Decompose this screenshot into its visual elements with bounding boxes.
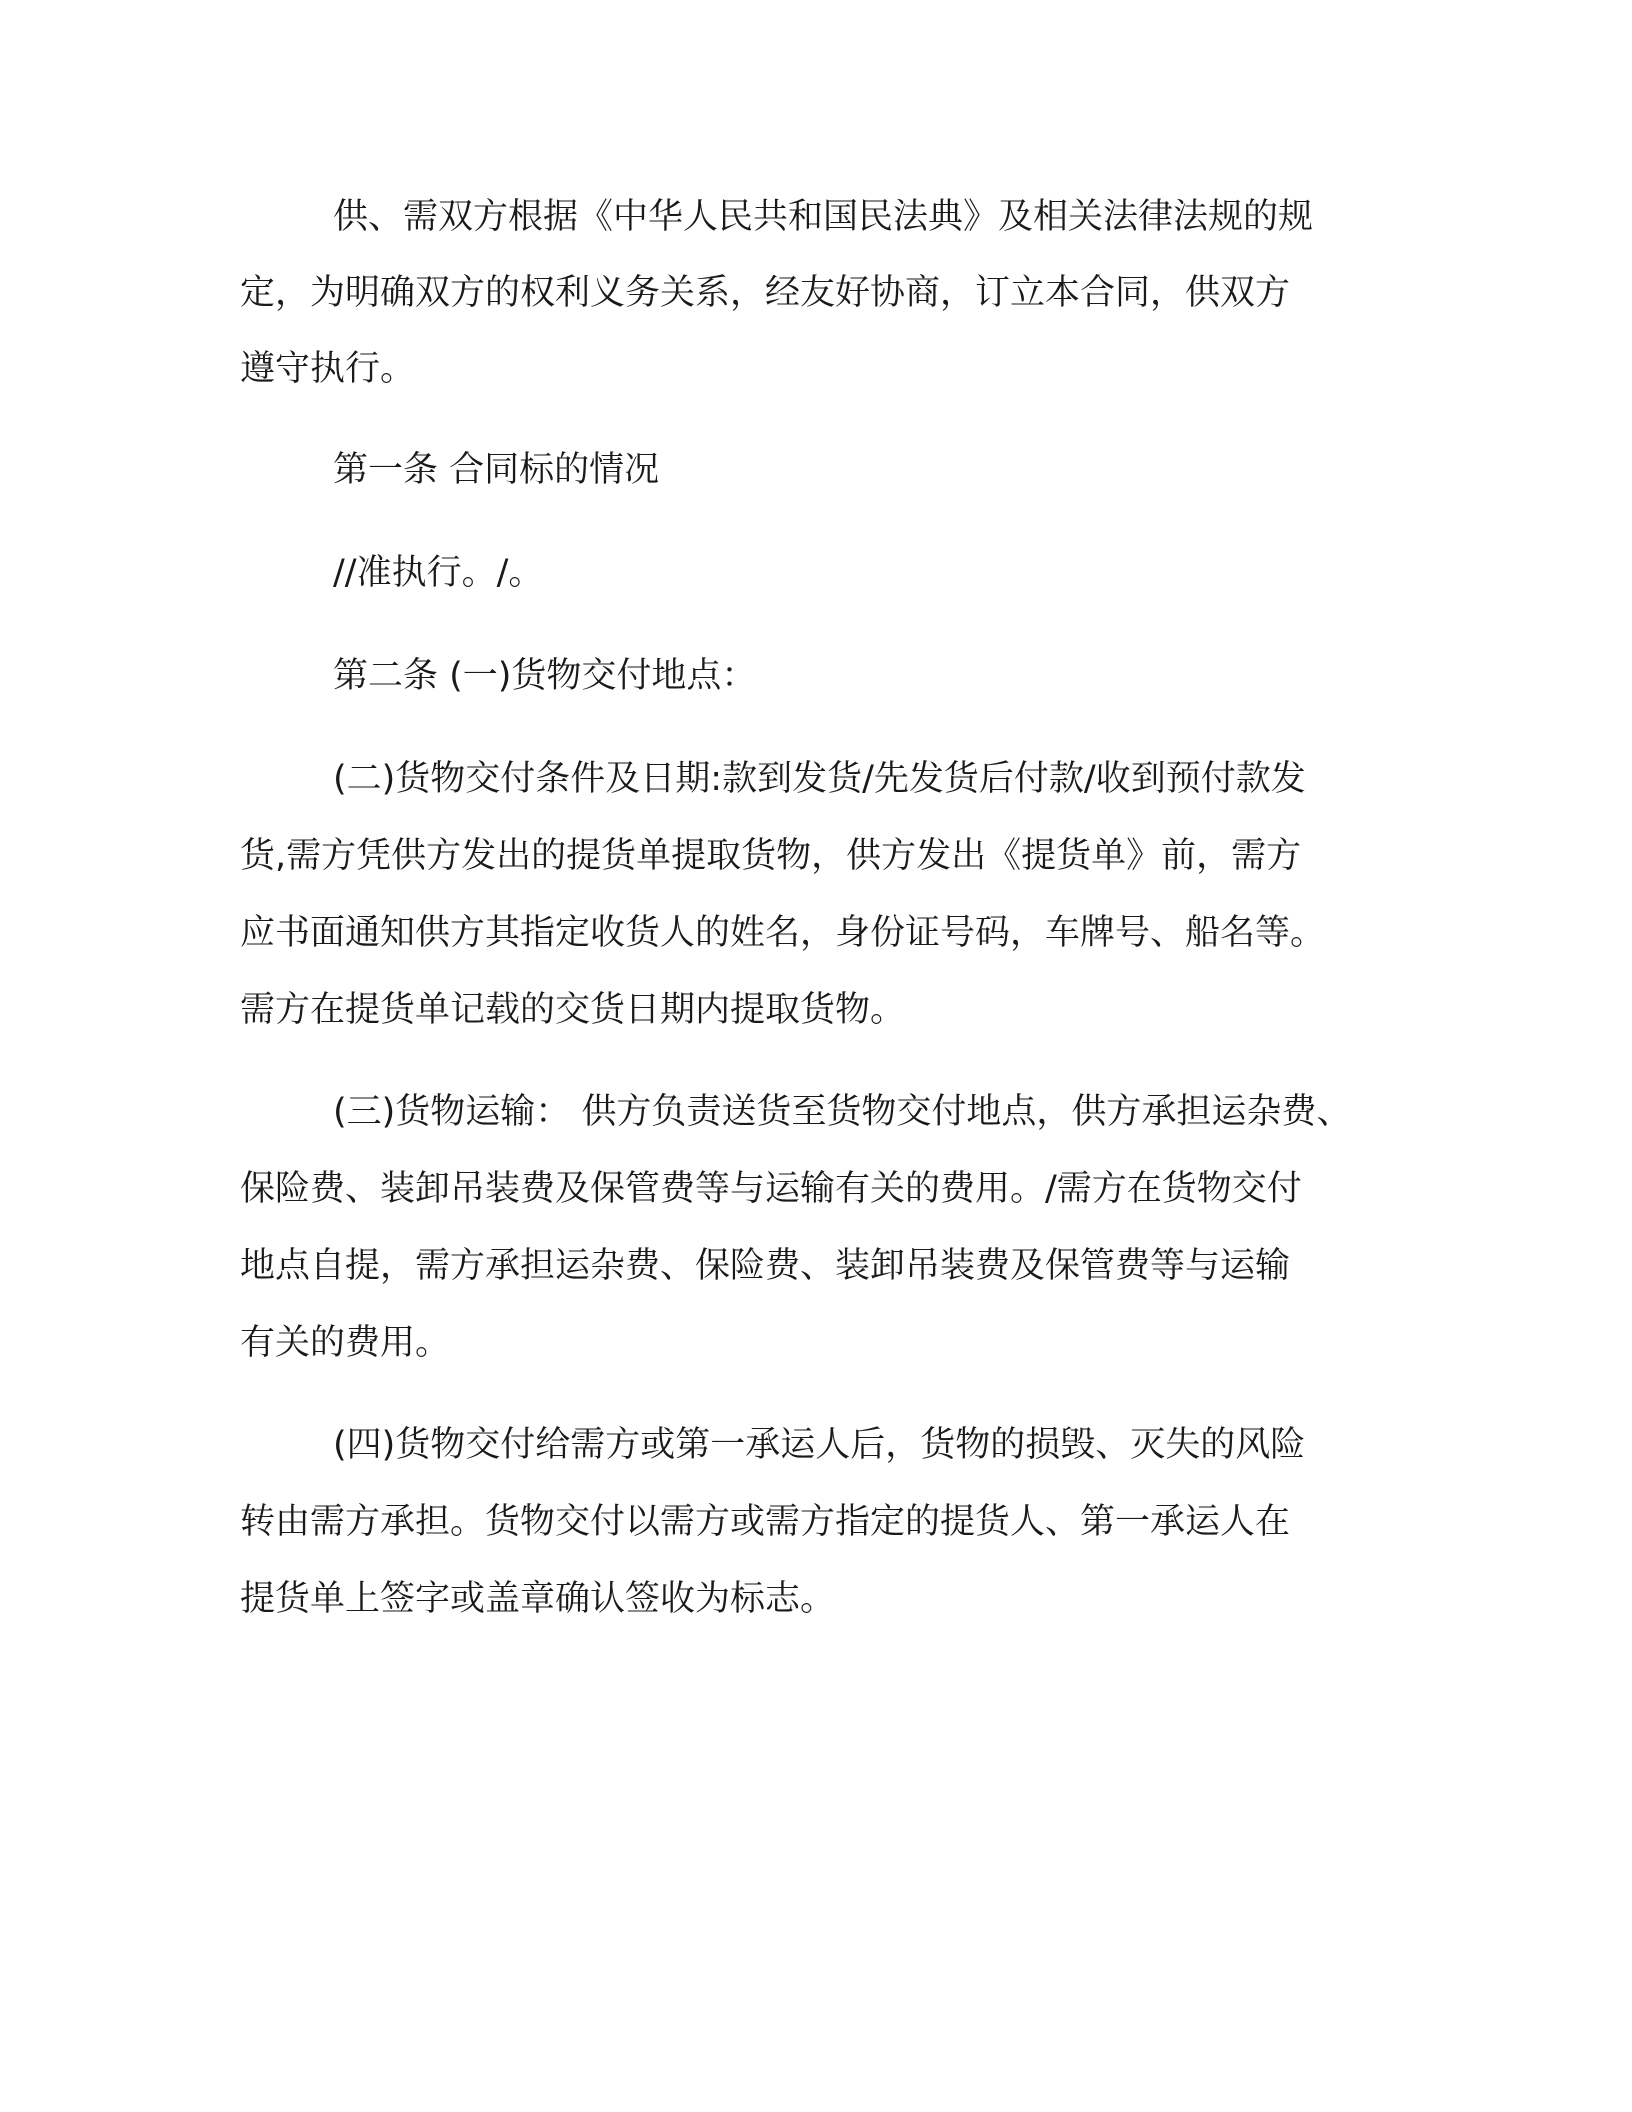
article-2-item-4-line-2: 转由需方承担。货物交付以需方或需方指定的提货人、第一承运人在 (240, 1502, 1291, 1542)
article-1-body: //准执行。/。 (333, 553, 544, 593)
intro-line-3: 遵守执行。 (240, 349, 416, 389)
article-2-item-3-line-1: (三)货物运输： 供方负责送货至货物交付地点，供方承担运杂费、 (333, 1092, 1352, 1132)
article-2-item-3-line-2: 保险费、装卸吊装费及保管费等与运输有关的费用。/需方在货物交付 (240, 1169, 1302, 1209)
article-2-item-2-line-2: 货,需方凭供方发出的提货单提取货物，供方发出《提货单》前，需方 (240, 836, 1302, 876)
article-2-item-2-line-1: (二)货物交付条件及日期:款到发货/先发货后付款/收到预付款发 (333, 759, 1306, 799)
article-2-item-4-line-3: 提货单上签字或盖章确认签收为标志。 (240, 1579, 836, 1619)
article-2-item-2-line-3: 应书面通知供方其指定收货人的姓名，身份证号码，车牌号、船名等。 (240, 913, 1326, 953)
article-2-item-1: 第二条 (一)货物交付地点： (333, 656, 757, 696)
article-2-item-2-line-4: 需方在提货单记载的交货日期内提取货物。 (240, 990, 906, 1030)
article-2-item-3-line-3: 地点自提，需方承担运杂费、保险费、装卸吊装费及保管费等与运输 (240, 1246, 1291, 1286)
intro-line-1: 供、需双方根据《中华人民共和国民法典》及相关法律法规的规 (333, 197, 1314, 237)
intro-line-2: 定，为明确双方的权利义务关系，经友好协商，订立本合同，供双方 (240, 273, 1291, 313)
article-1-heading: 第一条 合同标的情况 (333, 450, 660, 490)
article-2-item-4-line-1: (四)货物交付给需方或第一承运人后，货物的损毁、灭失的风险 (333, 1425, 1306, 1465)
article-2-item-3-line-4: 有关的费用。 (240, 1323, 451, 1363)
